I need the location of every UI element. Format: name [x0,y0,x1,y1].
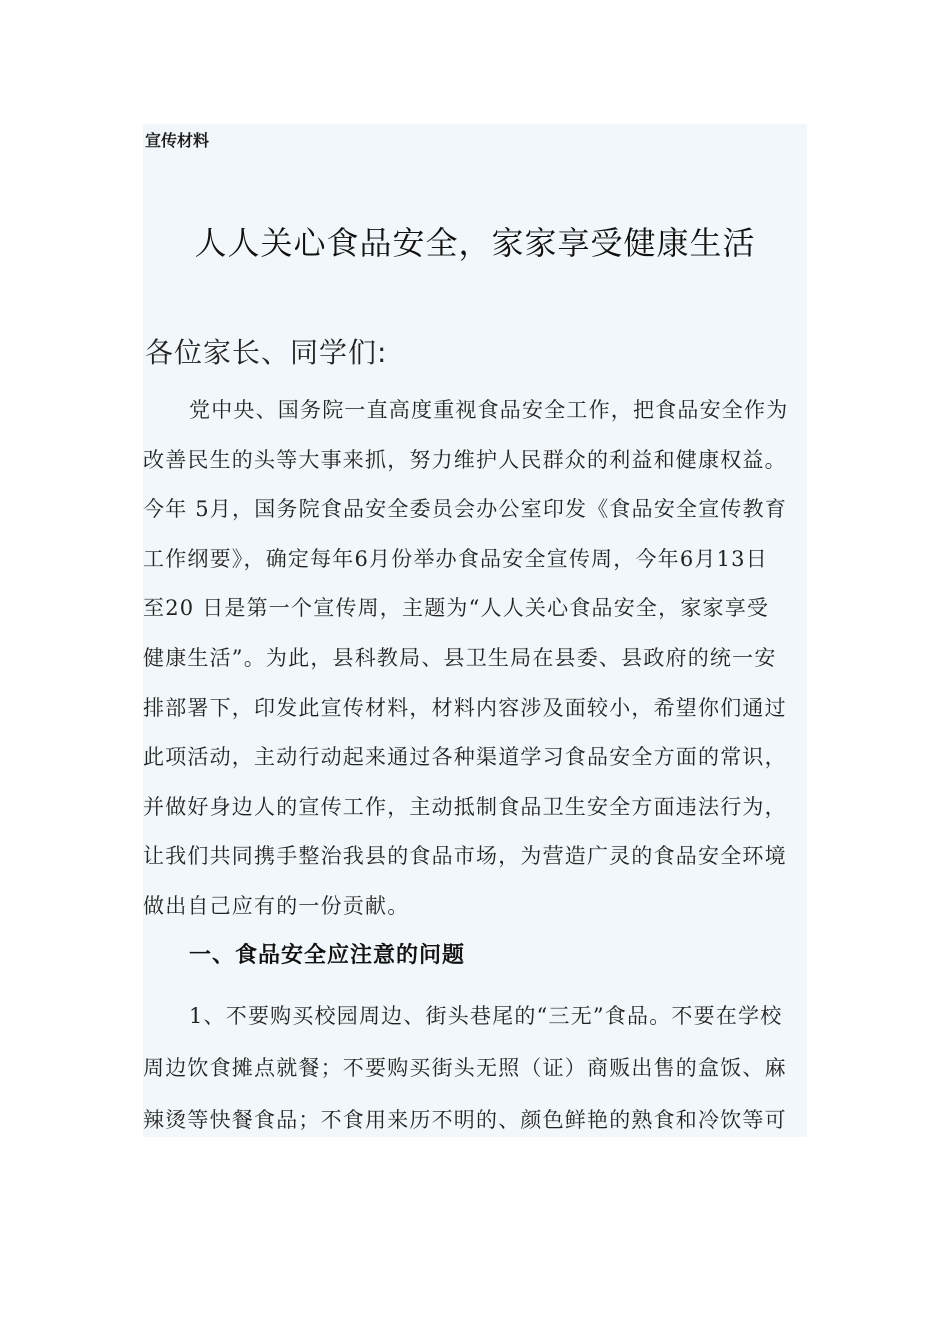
document-tag: 宣传材料 [145,131,210,150]
salutation: 各位家长、同学们: [145,336,388,369]
paragraph-line: 并做好身边人的宣传工作，主动抵制食品卫生安全方面违法行为， [143,794,787,819]
paragraph-line: 健康生活”。为此，县科教局、县卫生局在县委、县政府的统一安 [143,645,777,670]
paragraph-line: 改善民生的头等大事来抓，努力维护人民群众的利益和健康权益。 [143,447,787,472]
paragraph-line: 此项活动，主动行动起来通过各种渠道学习食品安全方面的常识， [143,745,787,770]
section-heading: 一、食品安全应注意的问题 [189,943,466,968]
paragraph-line: 周边饮食摊点就餐；不要购买街头无照（证）商贩出售的盒饭、麻 [143,1056,787,1080]
paragraph-line: 至20 日是第一个宣传周，主题为“人人关心食品安全，家家享受 [143,596,770,621]
paragraph-line: 做出自己应有的一份贡献。 [143,893,410,918]
paragraph-line: 今年 5月，国务院食品安全委员会办公室印发《食品安全宣传教育 [143,497,788,522]
paragraph-line: 辣烫等快餐食品；不食用来历不明的、颜色鲜艳的熟食和冷饮等可 [143,1108,787,1132]
document-content-area [143,124,807,1137]
paragraph-line: 1、不要购买校园周边、街头巷尾的“三无”食品。不要在学校 [189,1004,783,1028]
paragraph-line: 党中央、国务院一直高度重视食品安全工作，把食品安全作为 [189,398,789,422]
document-title: 人人关心食品安全，家家享受健康生活 [194,224,756,262]
item-paragraph [143,990,807,1137]
paragraph-line: 让我们共同携手整治我县的食品市场，为营造广灵的食品安全环境 [143,844,787,869]
paragraph-line: 排部署下，印发此宣传材料，材料内容涉及面较小，希望你们通过 [143,695,787,720]
paragraph-line: 工作纲要》，确定每年6月份举办食品安全宣传周，今年6月13日 [143,546,768,571]
intro-paragraph [143,386,807,932]
